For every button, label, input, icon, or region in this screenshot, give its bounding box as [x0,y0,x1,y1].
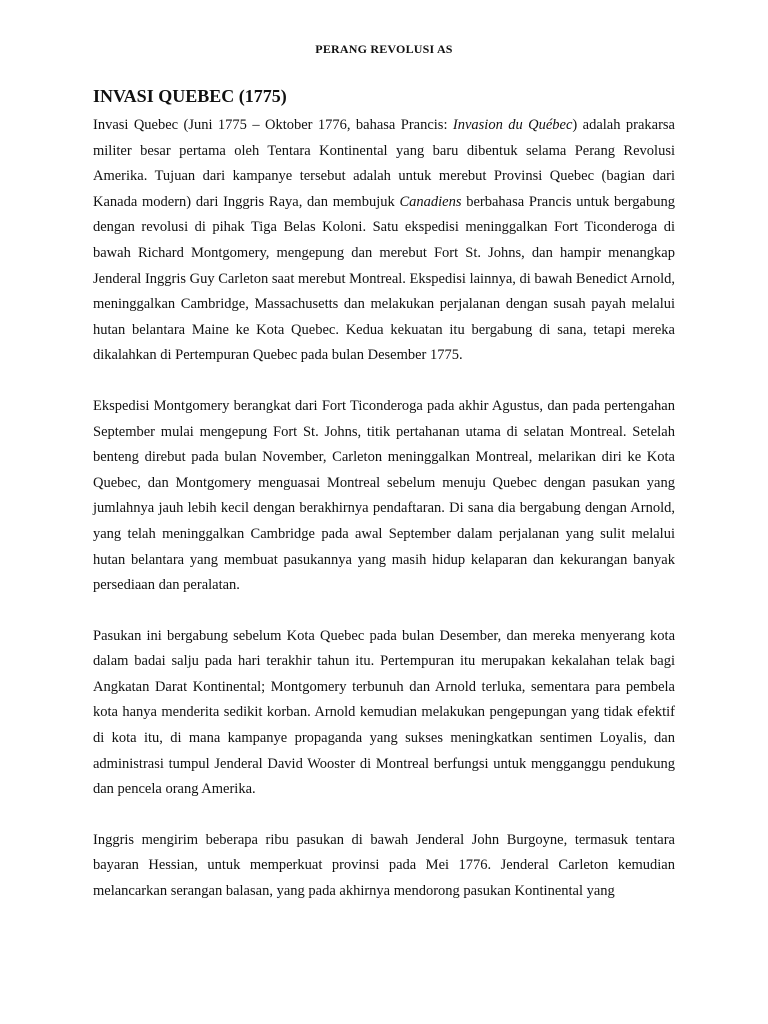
paragraph-4: Inggris mengirim beberapa ribu pasukan di bawah Jenderal John Burgoyne, termasuk tentara bayaran Hessian, untuk memperkuat provinsi pada Mei 1776. Jenderal Carleton kemudian melancarkan serangan balasan, yang pada akhirnya mendorong pasukan Kontinental yang [93,831,675,900]
paragraph-1-part-b: ) adalah prakarsa militer besar pertama oleh Tentara Kontinental yang baru dibentuk selama Perang Revolusi Amerika. Tujuan dari kampanye tersebut adalah untuk merebut Provinsi Quebec (bagian dari Kanada modern) dari Inggris Raya, dan membujuk [93,117,675,210]
paragraph-1-italic-term-2: Canadiens [399,193,462,210]
paragraph-2: Ekspedisi Montgomery berangkat dari Fort Ticonderoga pada akhir Agustus, dan pada pertengahan September mulai mengepung Fort St. Johns, titik pertahanan utama di selatan Montreal. Setelah benteng direbut pada bulan November, Carleton meninggalkan Montreal, melarikan diri ke Kota Quebec, dan Montgomery menguasai Montreal sebelum menuju Quebec dengan pasukan yang jumlahnya jauh lebih kecil dengan berakhirnya pendaftaran. Di sana dia bergabung dengan Arnold, yang telah meninggalkan Cambridge pada awal September dalam perjalanan yang sulit melalui hutan belantara yang membuat pasukannya yang masih hidup kelaparan dan kekurangan banyak persediaan dan peralatan. [93,397,675,594]
paragraph-1-part-c: berbahasa Prancis untuk bergabung dengan revolusi di pihak Tiga Belas Koloni. Satu ekspedisi meninggalkan Fort Ticonderoga di bawah Richard Montgomery, mengepung dan merebut Fort St. Johns, dan hampir menangkap Jenderal Inggris Guy Carleton saat merebut Montreal. Ekspedisi lainnya, di bawah Benedict Arnold, meninggalkan Cambridge, Massachusetts dan melakukan perjalanan dengan susah payah melalui hutan belantara Maine ke Kota Quebec. Kedua kekuatan itu bergabung di sana, tetapi mereka dikalahkan di Pertempuran Quebec pada bulan Desember 1775. [93,193,675,364]
body-text [93,113,675,905]
paragraph-1 [93,113,675,369]
paragraph-1-italic-term: Invasion du Québec [452,117,573,133]
section-title: INVASI QUEBEC (1775) [93,86,287,106]
paragraph-3: Pasukan ini bergabung sebelum Kota Quebec pada bulan Desember, dan mereka menyerang kota dalam badai salju pada hari terakhir tahun itu. Pertempuran itu merupakan kekalahan telak bagi Angkatan Darat Kontinental; Montgomery terbunuh dan Arnold terluka, sementara para pembela kota hanya menderita sedikit korban. Arnold kemudian melakukan pengepungan yang tidak efektif di kota itu, di mana kampanye propaganda yang sukses meningkatkan sentimen Loyalis, dan administrasi tumpul Jenderal David Wooster di Montreal berfungsi untuk mengganggu pendukung dan pencela orang Amerika. [93,627,675,798]
running-header: PERANG REVOLUSI AS [315,42,453,56]
paragraph-1-part-a: Invasi Quebec (Juni 1775 – Oktober 1776, bahasa Prancis: [93,117,453,133]
